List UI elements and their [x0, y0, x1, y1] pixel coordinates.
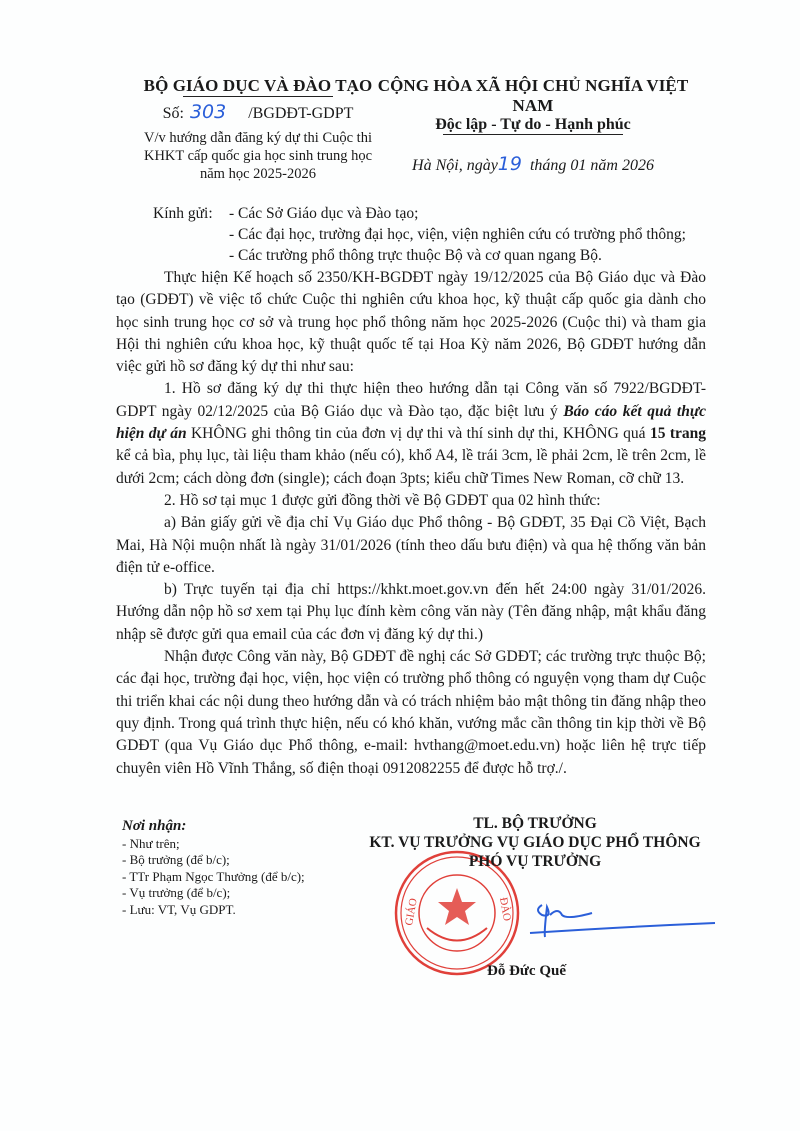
date-prefix: Hà Nội, ngày	[412, 157, 498, 174]
signature-line-3: PHÓ VỤ TRƯỞNG	[468, 853, 602, 870]
handwritten-signature-icon	[520, 895, 720, 945]
signature-line-2: KT. VỤ TRƯỞNG VỤ GIÁO DỤC PHỔ THÔNG	[369, 834, 701, 851]
distribution-item: - TTr Phạm Ngọc Thưởng (để b/c);	[122, 868, 305, 884]
svg-text:ĐÀO: ĐÀO	[497, 896, 514, 923]
signer-name: Đỗ Đức Quế	[487, 963, 566, 979]
doc-number-suffix: /BGDĐT-GDPT	[248, 105, 354, 122]
emphasis-report: Báo cáo kết quả thực hiện dự án	[116, 402, 706, 443]
section-1-text: KHÔNG ghi thông tin của đơn vị dự thi và thí sinh dự thi, KHÔNG quá	[186, 425, 650, 443]
issue-date	[363, 153, 703, 175]
svg-text:GIÁO: GIÁO	[403, 897, 420, 927]
distribution-item: - Lưu: VT, Vụ GDPT.	[122, 901, 236, 917]
motto-underline	[443, 134, 623, 135]
section-2a-paragraph: a) Bản giấy gửi về địa chỉ Vụ Giáo dục Phổ thông - Bộ GDĐT, 35 Đại Cồ Việt, Bạch Mai, Hà Nội muộn nhất là ngày 31/01/2026 (tính theo dấu bưu điện) và qua hệ thống văn bản điện tử e-office.	[116, 514, 706, 576]
national-header	[363, 76, 703, 175]
recipients-label: Kính gửi:	[153, 205, 213, 222]
issuer-name: BỘ GIÁO DỤC VÀ ĐÀO TẠO	[143, 76, 373, 95]
section-2b-paragraph: b) Trực tuyến tại địa chỉ https://khkt.moet.gov.vn đến hết 24:00 ngày 31/01/2026. Hướng dẫn nộp hồ sơ xem tại Phụ lục đính kèm công văn này (Tên đăng nhập, mật khẩu đăng nhập sẽ được gửi qua email của các đơn vị đăng ký dự thi.)	[116, 581, 706, 643]
distribution-item: - Vụ trưởng (để b/c);	[122, 885, 231, 900]
subject-line-1: V/v hướng dẫn đăng ký dự thi Cuộc thi	[144, 130, 372, 146]
section-1-text: 1. Hồ sơ đăng ký dự thi thực hiện theo hướng dẫn tại Công văn số 7922/BGDĐT-GDPT ngày 02/12/2025 của Bộ Giáo dục và Đào tạo, đặc biệt lưu ý	[116, 380, 706, 420]
distribution-item: - Bộ trưởng (để b/c);	[122, 852, 230, 867]
emphasis-page-limit: 15 trang	[649, 425, 706, 443]
subject-line-3: năm học 2025-2026	[200, 166, 316, 182]
signature-block	[360, 814, 710, 871]
recipient-item: - Các Sở Giáo dục và Đào tạo;	[229, 205, 419, 222]
distribution-list	[122, 818, 305, 918]
date-day-handwritten: 19	[497, 153, 522, 175]
subject-line-2: KHKT cấp quốc gia học sinh trung học	[143, 148, 373, 164]
recipient-item: - Các đại học, trường đại học, viện, viện nghiên cứu có trường phổ thông;	[229, 226, 686, 243]
intro-paragraph: Thực hiện Kế hoạch số 2350/KH-BGDĐT ngày 19/12/2025 của Bộ Giáo dục và Đào tạo (GDĐT) về việc tổ chức Cuộc thi nghiên cứu khoa học, kỹ thuật cấp quốc gia dành cho học sinh trung học cơ sở và trung học phổ thông năm học 2025-2026 (Cuộc thi) và tham gia Hội thi nghiên cứu khoa học, kỹ thuật quốc tế tại Hoa Kỳ năm 2026, Bộ GDĐT hướng dẫn việc gửi hồ sơ đăng ký dự thi như sau:	[116, 269, 706, 376]
date-suffix: tháng 01 năm 2026	[529, 157, 654, 174]
recipient-item: - Các trường phổ thông trực thuộc Bộ và cơ quan ngang Bộ.	[229, 247, 602, 264]
national-motto: Độc lập - Tự do - Hạnh phúc	[435, 116, 631, 133]
issuer-underline	[183, 96, 333, 97]
country-name: CỘNG HÒA XÃ HỘI CHỦ NGHĨA VIỆT NAM	[377, 76, 689, 115]
signature-line-1: TL. BỘ TRƯỞNG	[473, 815, 597, 832]
section-1-paragraph	[116, 378, 706, 489]
section-2-paragraph: 2. Hồ sơ tại mục 1 được gửi đồng thời về Bộ GDĐT qua 02 hình thức:	[164, 491, 601, 509]
closing-paragraph: Nhận được Công văn này, Bộ GDĐT đề nghị các Sở GDĐT; các trường trực thuộc Bộ; các đại học, trường đại học, viện, học viện có trường phổ thông có nguyện vọng tham dự Cuộc thi triển khai các nội dung theo hướng dẫn và có trách nhiệm bảo mật thông tin đăng nhập theo quy định. Trong quá trình thực hiện, nếu có khó khăn, vướng mắc cần thông tin kịp thời về Bộ GDĐT (qua Vụ Giáo dục Phổ thông, e-mail: hvthang@moet.edu.vn) hoặc liên hệ trực tiếp chuyên viên Hồ Vĩnh Thắng, số điện thoại 0912082255 để được hỗ trợ./.	[116, 648, 706, 777]
section-1-text: kể cả bìa, phụ lục, tài liệu tham khảo (nếu có), khổ A4, lề trái 3cm, lề phải 2cm, lề trên 2cm, lề dưới 2cm; cách dòng đơn (single); cách đoạn 3pts; kiểu chữ Times New Roman, cỡ chữ 13.	[116, 447, 706, 487]
distribution-title: Nơi nhận:	[122, 818, 187, 834]
doc-number-handwritten: 303	[189, 101, 227, 123]
recipients-block	[153, 203, 686, 266]
distribution-item: - Như trên;	[122, 835, 180, 851]
document-body	[116, 267, 706, 780]
doc-number-prefix: Số:	[162, 105, 184, 122]
